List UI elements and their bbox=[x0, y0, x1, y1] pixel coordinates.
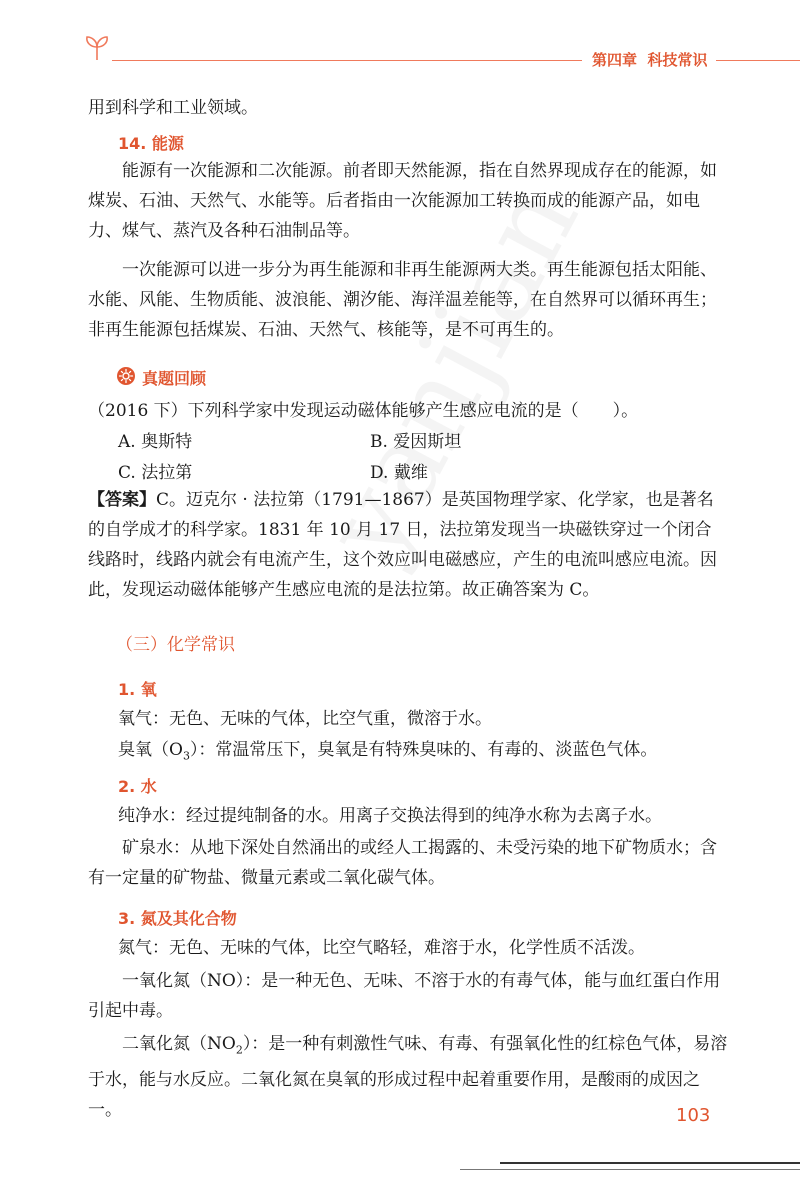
sprout-icon bbox=[82, 32, 112, 62]
oxygen-line: 氧气：无色、无味的气体，比空气重，微溶于水。 bbox=[118, 709, 492, 729]
header-rule-left bbox=[112, 60, 582, 61]
no2-subscript: 2 bbox=[235, 1043, 243, 1057]
answer-paragraph bbox=[88, 485, 728, 605]
page-number: 103 bbox=[676, 1105, 711, 1126]
bottom-rule bbox=[500, 1162, 800, 1164]
nitrogen-line: 氮气：无色、无味的气体，比空气略轻，难溶于水，化学性质不活泼。 bbox=[118, 938, 645, 958]
nitrogen-title: 3. 氮及其化合物 bbox=[118, 909, 237, 928]
option-a: A. 奥斯特 bbox=[118, 432, 193, 452]
ozone-line-part-2: ）：常温常压下，臭氧是有特殊臭味的、有毒的、淡蓝色气体。 bbox=[189, 740, 658, 760]
answer-label: 【答案】 bbox=[88, 490, 156, 510]
section-14-paragraph-2: 一次能源可以进一步分为再生能源和非再生能源两大类。再生能源包括太阳能、水能、风能、生物质能、波浪能、潮汐能、海洋温差能等，在自然界可以循环再生；非再生能源包括煤炭、石油、天然气、核能等，是不可再生的。 bbox=[88, 260, 717, 340]
exam-review-title: 真题回顾 bbox=[142, 369, 207, 388]
section-14-paragraph-1: 能源有一次能源和二次能源。前者即天然能源，指在自然界现成存在的能源，如煤炭、石油、天然气、水能等。后者指由一次能源加工转换而成的能源产品，如电力、煤气、蒸汽及各种石油制品等。 bbox=[88, 161, 717, 241]
ozone-line bbox=[118, 735, 657, 762]
section-14-title: 14. 能源 bbox=[118, 134, 184, 153]
bottom-rule-thin bbox=[460, 1169, 800, 1170]
sun-icon bbox=[116, 366, 136, 386]
no2-paragraph bbox=[88, 1029, 728, 1125]
mineral-water-paragraph: 矿泉水：从地下深处自然涌出的或经人工揭露的、未受污染的地下矿物质水；含有一定量的矿物盐、微量元素或二氧化碳气体。 bbox=[88, 838, 717, 888]
water-title: 2. 水 bbox=[118, 777, 157, 796]
answer-text: C。迈克尔 · 法拉第（1791—1867）是英国物理学家、化学家，也是著名的自学成才的科学家。1831 年 10 月 17 日，法拉第发现当一块磁铁穿过一个闭合线路时，线路内就会有电流产生，这个效应叫电磁感应，产生的电流叫感应电流。因此，发现运动磁体能够产生感应电流的是法拉第。故正确答案为 C。 bbox=[88, 490, 717, 600]
no2-part-2: ）：是一种有刺激性气味、有毒、有强氧化性的红棕色气体，易溶于水，能与水反应。二氧化氮在臭氧的形成过程中起着重要作用，是酸雨的成因之一。 bbox=[88, 1034, 728, 1121]
chapter-number: 第四章 bbox=[592, 51, 638, 69]
intro-line: 用到科学和工业领域。 bbox=[88, 98, 258, 118]
ozone-subscript: 3 bbox=[182, 749, 190, 763]
header-rule-right bbox=[716, 60, 800, 61]
no2-part-1: 二氧化氮（NO bbox=[122, 1034, 236, 1054]
oxygen-title: 1. 氧 bbox=[118, 680, 157, 699]
pure-water-line: 纯净水：经过提纯制备的水。用离子交换法得到的纯净水称为去离子水。 bbox=[118, 806, 662, 826]
page-header bbox=[0, 0, 800, 80]
option-b: B. 爱因斯坦 bbox=[370, 432, 462, 452]
part-3-title: （三）化学常识 bbox=[116, 635, 235, 655]
chapter-title: 科技常识 bbox=[647, 51, 708, 69]
no-paragraph: 一氧化氮（NO）：是一种无色、无味、不溶于水的有毒气体，能与血红蛋白作用引起中毒。 bbox=[88, 971, 721, 1021]
ozone-line-part-1: 臭氧（O bbox=[118, 740, 183, 760]
question-text: （2016 下）下列科学家中发现运动磁体能够产生感应电流的是（ ）。 bbox=[88, 401, 639, 421]
option-c: C. 法拉第 bbox=[118, 463, 193, 483]
chapter-heading bbox=[592, 49, 712, 70]
option-d: D. 戴维 bbox=[370, 463, 428, 483]
